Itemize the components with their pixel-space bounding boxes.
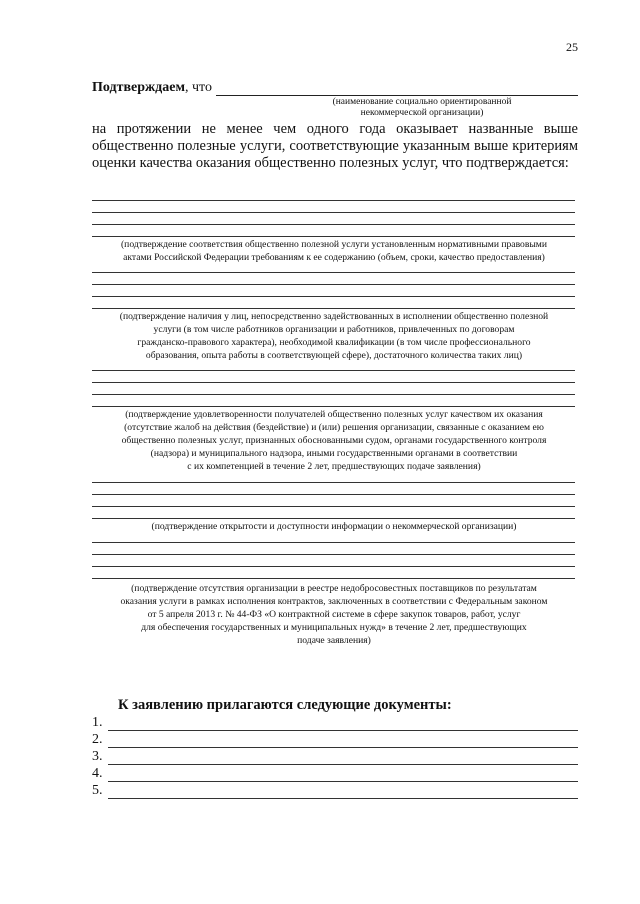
- document-item-number: 2.: [92, 732, 103, 747]
- document-item-number: 4.: [92, 766, 103, 781]
- document-item-field[interactable]: [108, 769, 578, 782]
- section-caption: [88, 520, 580, 533]
- caption-line: гражданско-правового характера), необходимой квалификации (в том числе профессионального: [137, 337, 531, 348]
- document-item-field[interactable]: [108, 718, 578, 731]
- organization-name-caption-line: (наименование социально ориентированной: [332, 97, 512, 107]
- caption-line: общественно полезных услуг, признанных обоснованными судом, органами государственного контроля: [121, 435, 547, 446]
- caption-line: (отсутствие жалоб на действия (бездействие) и (или) решения организации, связанные с оказанием ею: [124, 422, 544, 433]
- fill-line[interactable]: [92, 578, 575, 579]
- caption-line: актами Российской Федерации требованиям к ее содержанию (объем, сроки, качество предоставления): [123, 252, 545, 263]
- fill-line[interactable]: [92, 296, 575, 297]
- fill-line[interactable]: [92, 272, 575, 273]
- document-item-number: 1.: [92, 715, 103, 730]
- fill-line[interactable]: [92, 406, 575, 407]
- caption-line: (подтверждение удовлетворенности получателей общественно полезных услуг качеством их оказания: [125, 409, 543, 420]
- document-item-field[interactable]: [108, 735, 578, 748]
- document-item[interactable]: [92, 731, 578, 748]
- document-item-number: 3.: [92, 749, 103, 764]
- organization-name-caption: [270, 97, 574, 119]
- caption-line: для обеспечения государственных и муниципальных нужд» в течение 2 лет, предшествующих: [141, 622, 527, 633]
- document-item-field[interactable]: [108, 786, 578, 799]
- fill-line[interactable]: [92, 212, 575, 213]
- document-item-field[interactable]: [108, 752, 578, 765]
- caption-line: с их компетенцией в течение 2 лет, предшествующих подаче заявления): [187, 461, 481, 472]
- page-number: 25: [566, 40, 578, 54]
- section-caption: [88, 238, 580, 264]
- caption-line: (подтверждение наличия у лиц, непосредственно задействованных в исполнении общественно полезной: [119, 311, 549, 322]
- organization-name-field[interactable]: [216, 81, 578, 96]
- fill-line[interactable]: [92, 200, 575, 201]
- caption-line: оказания услуги в рамках исполнения контрактов, заключенных в соответствии с Федеральным законом: [120, 596, 548, 607]
- fill-line[interactable]: [92, 554, 575, 555]
- section-caption: [88, 582, 580, 647]
- fill-line[interactable]: [92, 236, 575, 237]
- caption-line: (надзора) и муниципального надзора, иными государственными органами в соответствии: [150, 448, 518, 459]
- caption-line: от 5 апреля 2013 г. № 44-ФЗ «О контрактной системе в сфере закупок товаров, работ, услуг: [147, 609, 521, 620]
- section-caption: [88, 310, 580, 362]
- caption-line: образования, опыта работы в соответствующей сфере), достаточного количества таких лиц): [145, 350, 523, 361]
- fill-line[interactable]: [92, 284, 575, 285]
- document-item-number: 5.: [92, 783, 103, 798]
- fill-line[interactable]: [92, 394, 575, 395]
- confirm-line: [92, 80, 578, 96]
- organization-name-caption-line: некоммерческой организации): [360, 108, 484, 118]
- fill-line[interactable]: [92, 370, 575, 371]
- fill-line[interactable]: [92, 566, 575, 567]
- caption-line: подаче заявления): [297, 635, 371, 646]
- fill-line[interactable]: [92, 518, 575, 519]
- document-item[interactable]: [92, 782, 578, 799]
- fill-line[interactable]: [92, 482, 575, 483]
- caption-line: (подтверждение отсутствия организации в реестре недобросовестных поставщиков по результатам: [131, 583, 537, 594]
- fill-line[interactable]: [92, 382, 575, 383]
- document-item[interactable]: [92, 765, 578, 782]
- confirm-lead-rest: , что: [185, 80, 212, 95]
- fill-line[interactable]: [92, 494, 575, 495]
- caption-line: услуги (в том числе работников организации и работников, привлеченных по договорам: [153, 324, 515, 335]
- intro-paragraph: на протяжении не менее чем одного года оказывает названные выше общественно полезные услуги, соответствующие указанным выше критериям оценки качества оказания общественно полезных услуг, что подтверждается:: [92, 121, 578, 171]
- fill-line[interactable]: [92, 542, 575, 543]
- confirm-lead-bold: Подтверждаем: [92, 80, 185, 95]
- fill-line[interactable]: [92, 308, 575, 309]
- caption-line: (подтверждение открытости и доступности информации о некоммерческой организации): [151, 521, 517, 532]
- fill-line[interactable]: [92, 506, 575, 507]
- section-caption: [88, 408, 580, 473]
- documents-heading: К заявлению прилагаются следующие документы:: [118, 697, 452, 713]
- caption-line: (подтверждение соответствия общественно полезной услуги установленным нормативными правовыми: [120, 239, 548, 250]
- fill-line[interactable]: [92, 224, 575, 225]
- document-item[interactable]: [92, 748, 578, 765]
- document-item[interactable]: [92, 714, 578, 731]
